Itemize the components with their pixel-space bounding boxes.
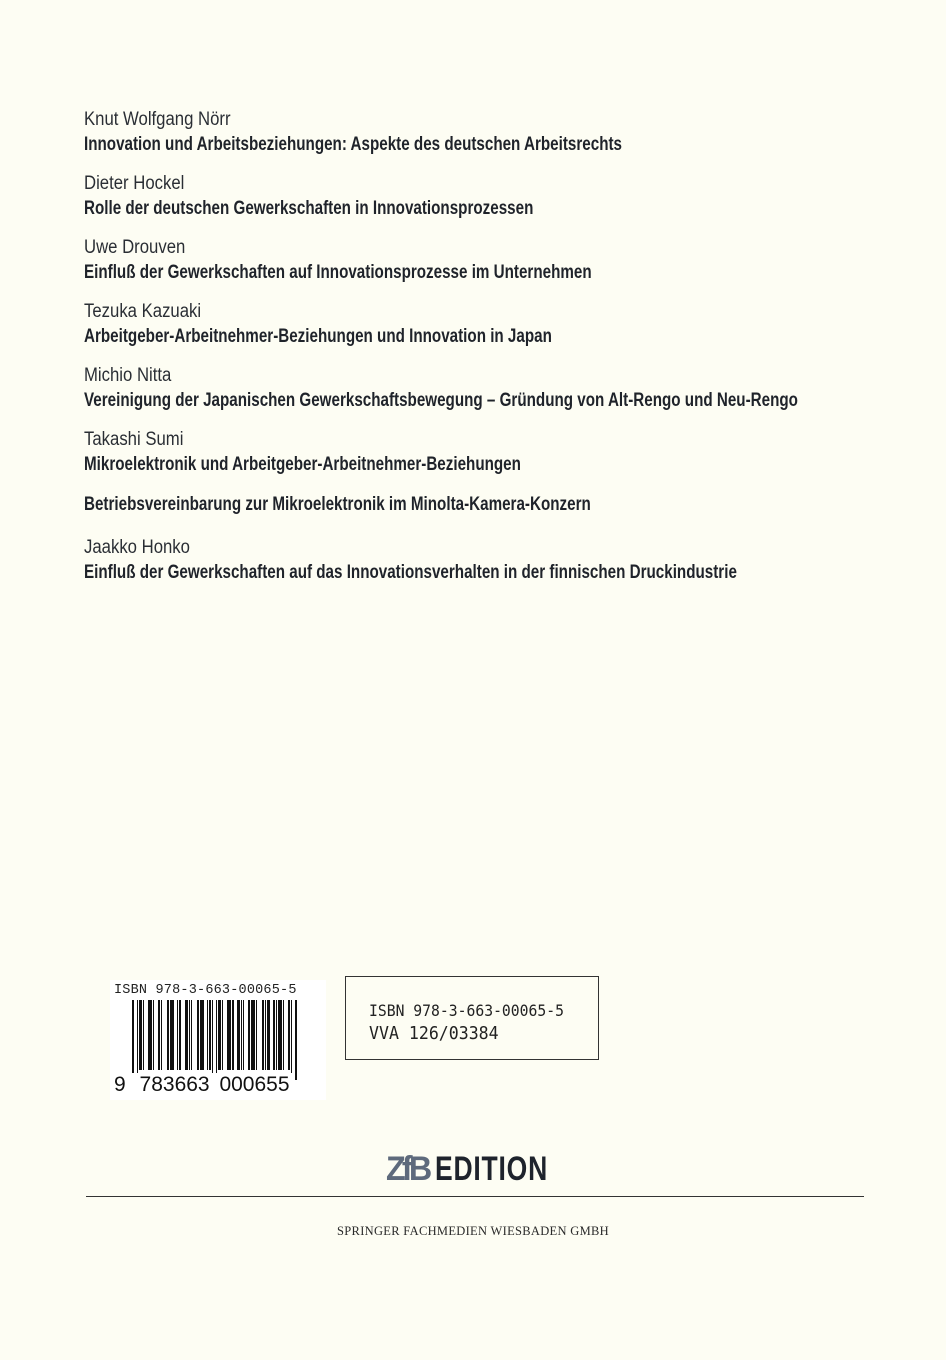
entry-author: Tezuka Kazuaki xyxy=(84,301,202,322)
entry xyxy=(84,172,884,222)
entry-title: Einfluß der Gewerkschaften auf das Innovationsverhalten in der finnischen Druckindustrie xyxy=(84,562,737,583)
entry-title: Einfluß der Gewerkschaften auf Innovationsprozesse im Unternehmen xyxy=(84,262,592,283)
horizontal-rule xyxy=(86,1196,864,1197)
entry xyxy=(84,108,884,158)
zfb-logo-word: EDITION xyxy=(434,1149,548,1188)
barcode-digits xyxy=(114,1073,292,1097)
barcode-digits-left: 783663 xyxy=(139,1073,210,1096)
entry-title: Arbeitgeber-Arbeitnehmer-Beziehungen und Innovation in Japan xyxy=(84,326,552,347)
vva-line: VVA 126/03384 xyxy=(369,1023,499,1044)
entry xyxy=(84,300,884,350)
entry-author: Jaakko Honko xyxy=(84,537,190,558)
zfb-logo-mark: ZfB xyxy=(386,1149,429,1188)
entry xyxy=(84,364,884,414)
entry-author: Dieter Hockel xyxy=(84,173,185,194)
entry-author: Knut Wolfgang Nörr xyxy=(84,109,231,130)
entry xyxy=(84,236,884,286)
entry-title: Innovation und Arbeitsbeziehungen: Aspekte des deutschen Arbeitsrechts xyxy=(84,134,622,155)
entry xyxy=(84,536,884,586)
entry-author: Michio Nitta xyxy=(84,365,172,386)
isbn-box xyxy=(345,976,599,1060)
barcode-isbn-label: ISBN 978-3-663-00065-5 xyxy=(114,983,297,998)
entry-title: Rolle der deutschen Gewerkschaften in Innovationsprozessen xyxy=(84,198,534,219)
barcode-digit-first: 9 xyxy=(114,1073,126,1096)
entry-title: Mikroelektronik und Arbeitgeber-Arbeitnehmer-Beziehungen xyxy=(84,454,521,475)
entry xyxy=(84,428,884,478)
publisher-name: SPRINGER FACHMEDIEN WIESBADEN GMBH xyxy=(337,1224,609,1238)
entry-title: Betriebsvereinbarung zur Mikroelektronik im Minolta-Kamera-Konzern xyxy=(84,494,591,515)
barcode xyxy=(110,980,326,1100)
entry-title: Vereinigung der Japanischen Gewerkschaftsbewegung – Gründung von Alt-Rengo und Neu-Rengo xyxy=(84,390,798,411)
entry-author: Uwe Drouven xyxy=(84,237,186,258)
contents-list xyxy=(84,108,884,600)
zfb-edition-logo xyxy=(386,1149,580,1189)
barcode-bars xyxy=(132,1000,316,1078)
isbn-line: ISBN 978-3-663-00065-5 xyxy=(369,1001,564,1020)
entry-author: Takashi Sumi xyxy=(84,429,184,450)
entry xyxy=(84,492,884,518)
barcode-digits-right: 000655 xyxy=(219,1073,290,1096)
